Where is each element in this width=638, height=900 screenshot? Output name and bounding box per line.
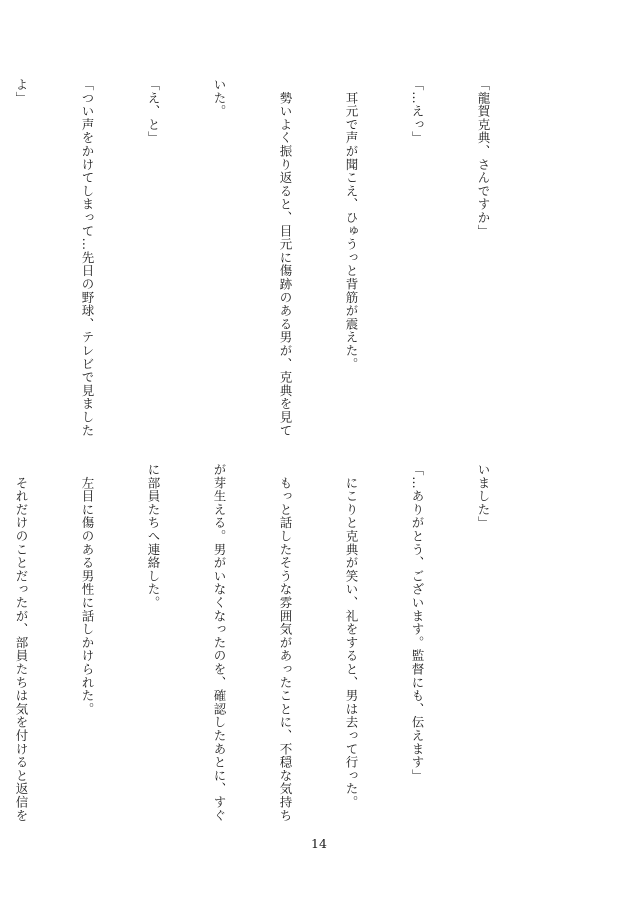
text-line: それだけのことだったが、部員たちは気を付けると返信を: [14, 463, 29, 823]
text-line: にこりと克典が笑い、礼をすると、男は去って行った。: [344, 463, 359, 809]
text-line: いました」: [476, 463, 491, 530]
text-line: 「え、と」: [146, 78, 161, 145]
text-line: 勢いよく振り返ると、目元に傷跡のある男が、克典を見て: [278, 78, 293, 438]
text-block-top: [0, 78, 538, 438]
text-line: 左目に傷のある男性に話しかけられた。: [80, 463, 95, 716]
text-line: 「龍賀克典、さんですか」: [476, 78, 491, 238]
text-line: よ」: [14, 78, 29, 105]
text-line: に部員たちへ連絡した。: [146, 463, 161, 610]
text-block-bottom: [0, 463, 538, 823]
text-line: もっと話したそうな雰囲気があったことに、不穏な気持ち: [278, 463, 293, 823]
text-line: が芽生える。男がいなくなったのを、確認したあとに、すぐ: [212, 463, 227, 823]
page-number: 14: [311, 836, 327, 851]
text-line: 「…ありがとう、ございます。監督にも、伝えます」: [410, 463, 425, 783]
text-line: いた。: [212, 78, 227, 118]
text-line: 「…えっ」: [410, 78, 425, 145]
text-line: 耳元で声が聞こえ、ひゅうっと背筋が震えた。: [344, 78, 359, 371]
text-line: 「つい声をかけてしまって…先日の野球、テレビで見ました: [80, 78, 95, 438]
